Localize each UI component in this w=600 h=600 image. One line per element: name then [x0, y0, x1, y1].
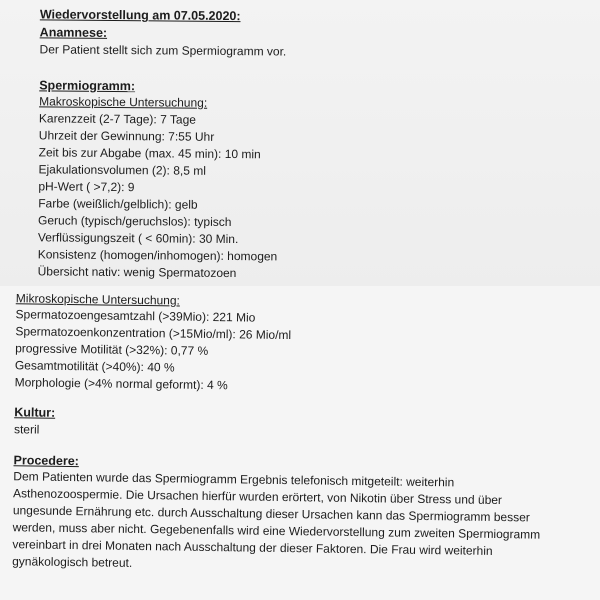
- mikro-line: Spermatozoenkonzentration (>15Mio/ml): 26 Mio/ml: [15, 324, 292, 343]
- makro-line: Konsistenz (homogen/inhomogen): homogen: [37, 247, 278, 264]
- makro-heading: Makroskopische Untersuchung:: [39, 94, 208, 110]
- mikro-line: Spermatozoengesamtzahl (>39Mio): 221 Mio: [15, 307, 256, 325]
- anamnese-heading: Anamnese:: [39, 25, 108, 40]
- anamnese-text: Der Patient stellt sich zum Spermiogramm vor.: [39, 42, 287, 59]
- procedere-line: werden, muss aber nicht. Gegebenenfalls wird eine Wiedervorstellung zum zweiten Spermiogramm: [12, 520, 541, 542]
- makro-line: Geruch (typisch/geruchslos): typisch: [38, 213, 232, 230]
- makro-line: Zeit bis zur Abgabe (max. 45 min): 10 min: [38, 145, 261, 162]
- makro-line: Karenzzeit (2-7 Tage): 7 Tage: [38, 111, 197, 127]
- document-title: Wiedervorstellung am 07.05.2020:: [39, 7, 241, 24]
- makro-line: Verflüssigungszeit ( < 60min): 30 Min.: [37, 230, 239, 247]
- procedere-line: ungesunde Ernährung etc. durch Ausschaltung dieser Ursachen kann das Spermiogramm besser: [12, 503, 530, 525]
- mikro-line: Gesamtmotilität (>40%): 40 %: [14, 358, 175, 375]
- kultur-heading: Kultur:: [14, 405, 56, 420]
- procedere-line: Asthenozoospermie. Die Ursachen hierfür wurden erörtert, von Nikotin über Stress und über: [13, 486, 503, 508]
- mikro-heading: Mikroskopische Untersuchung:: [15, 291, 180, 308]
- procedere-line: gynäkologisch betreut.: [12, 554, 133, 570]
- makro-line: Farbe (weißlich/gelblich): gelb: [38, 196, 198, 212]
- kultur-text: steril: [13, 422, 40, 437]
- makro-line: Übersicht nativ: wenig Spermatozoen: [37, 264, 237, 281]
- mikro-line: Morphologie (>4% normal geformt): 4 %: [14, 375, 228, 393]
- makro-line: pH-Wert ( >7,2): 9: [38, 179, 135, 195]
- procedere-line: vereinbart in drei Monaten nach Ausschaltung der dieser Faktoren. Die Frau wird weiterhin: [12, 537, 493, 558]
- mikro-line: progressive Motilität (>32%): 0,77 %: [15, 341, 209, 358]
- procedere-line: Dem Patienten wurde das Spermiogramm Ergebnis telefonisch mitgeteilt: weiterhin: [13, 469, 455, 490]
- makro-line: Uhrzeit der Gewinnung: 7:55 Uhr: [38, 128, 215, 144]
- spermiogramm-heading: Spermiogramm:: [39, 78, 136, 94]
- procedere-heading: Procedere:: [13, 453, 79, 469]
- makro-line: Ejakulationsvolumen (2): 8,5 ml: [38, 162, 207, 178]
